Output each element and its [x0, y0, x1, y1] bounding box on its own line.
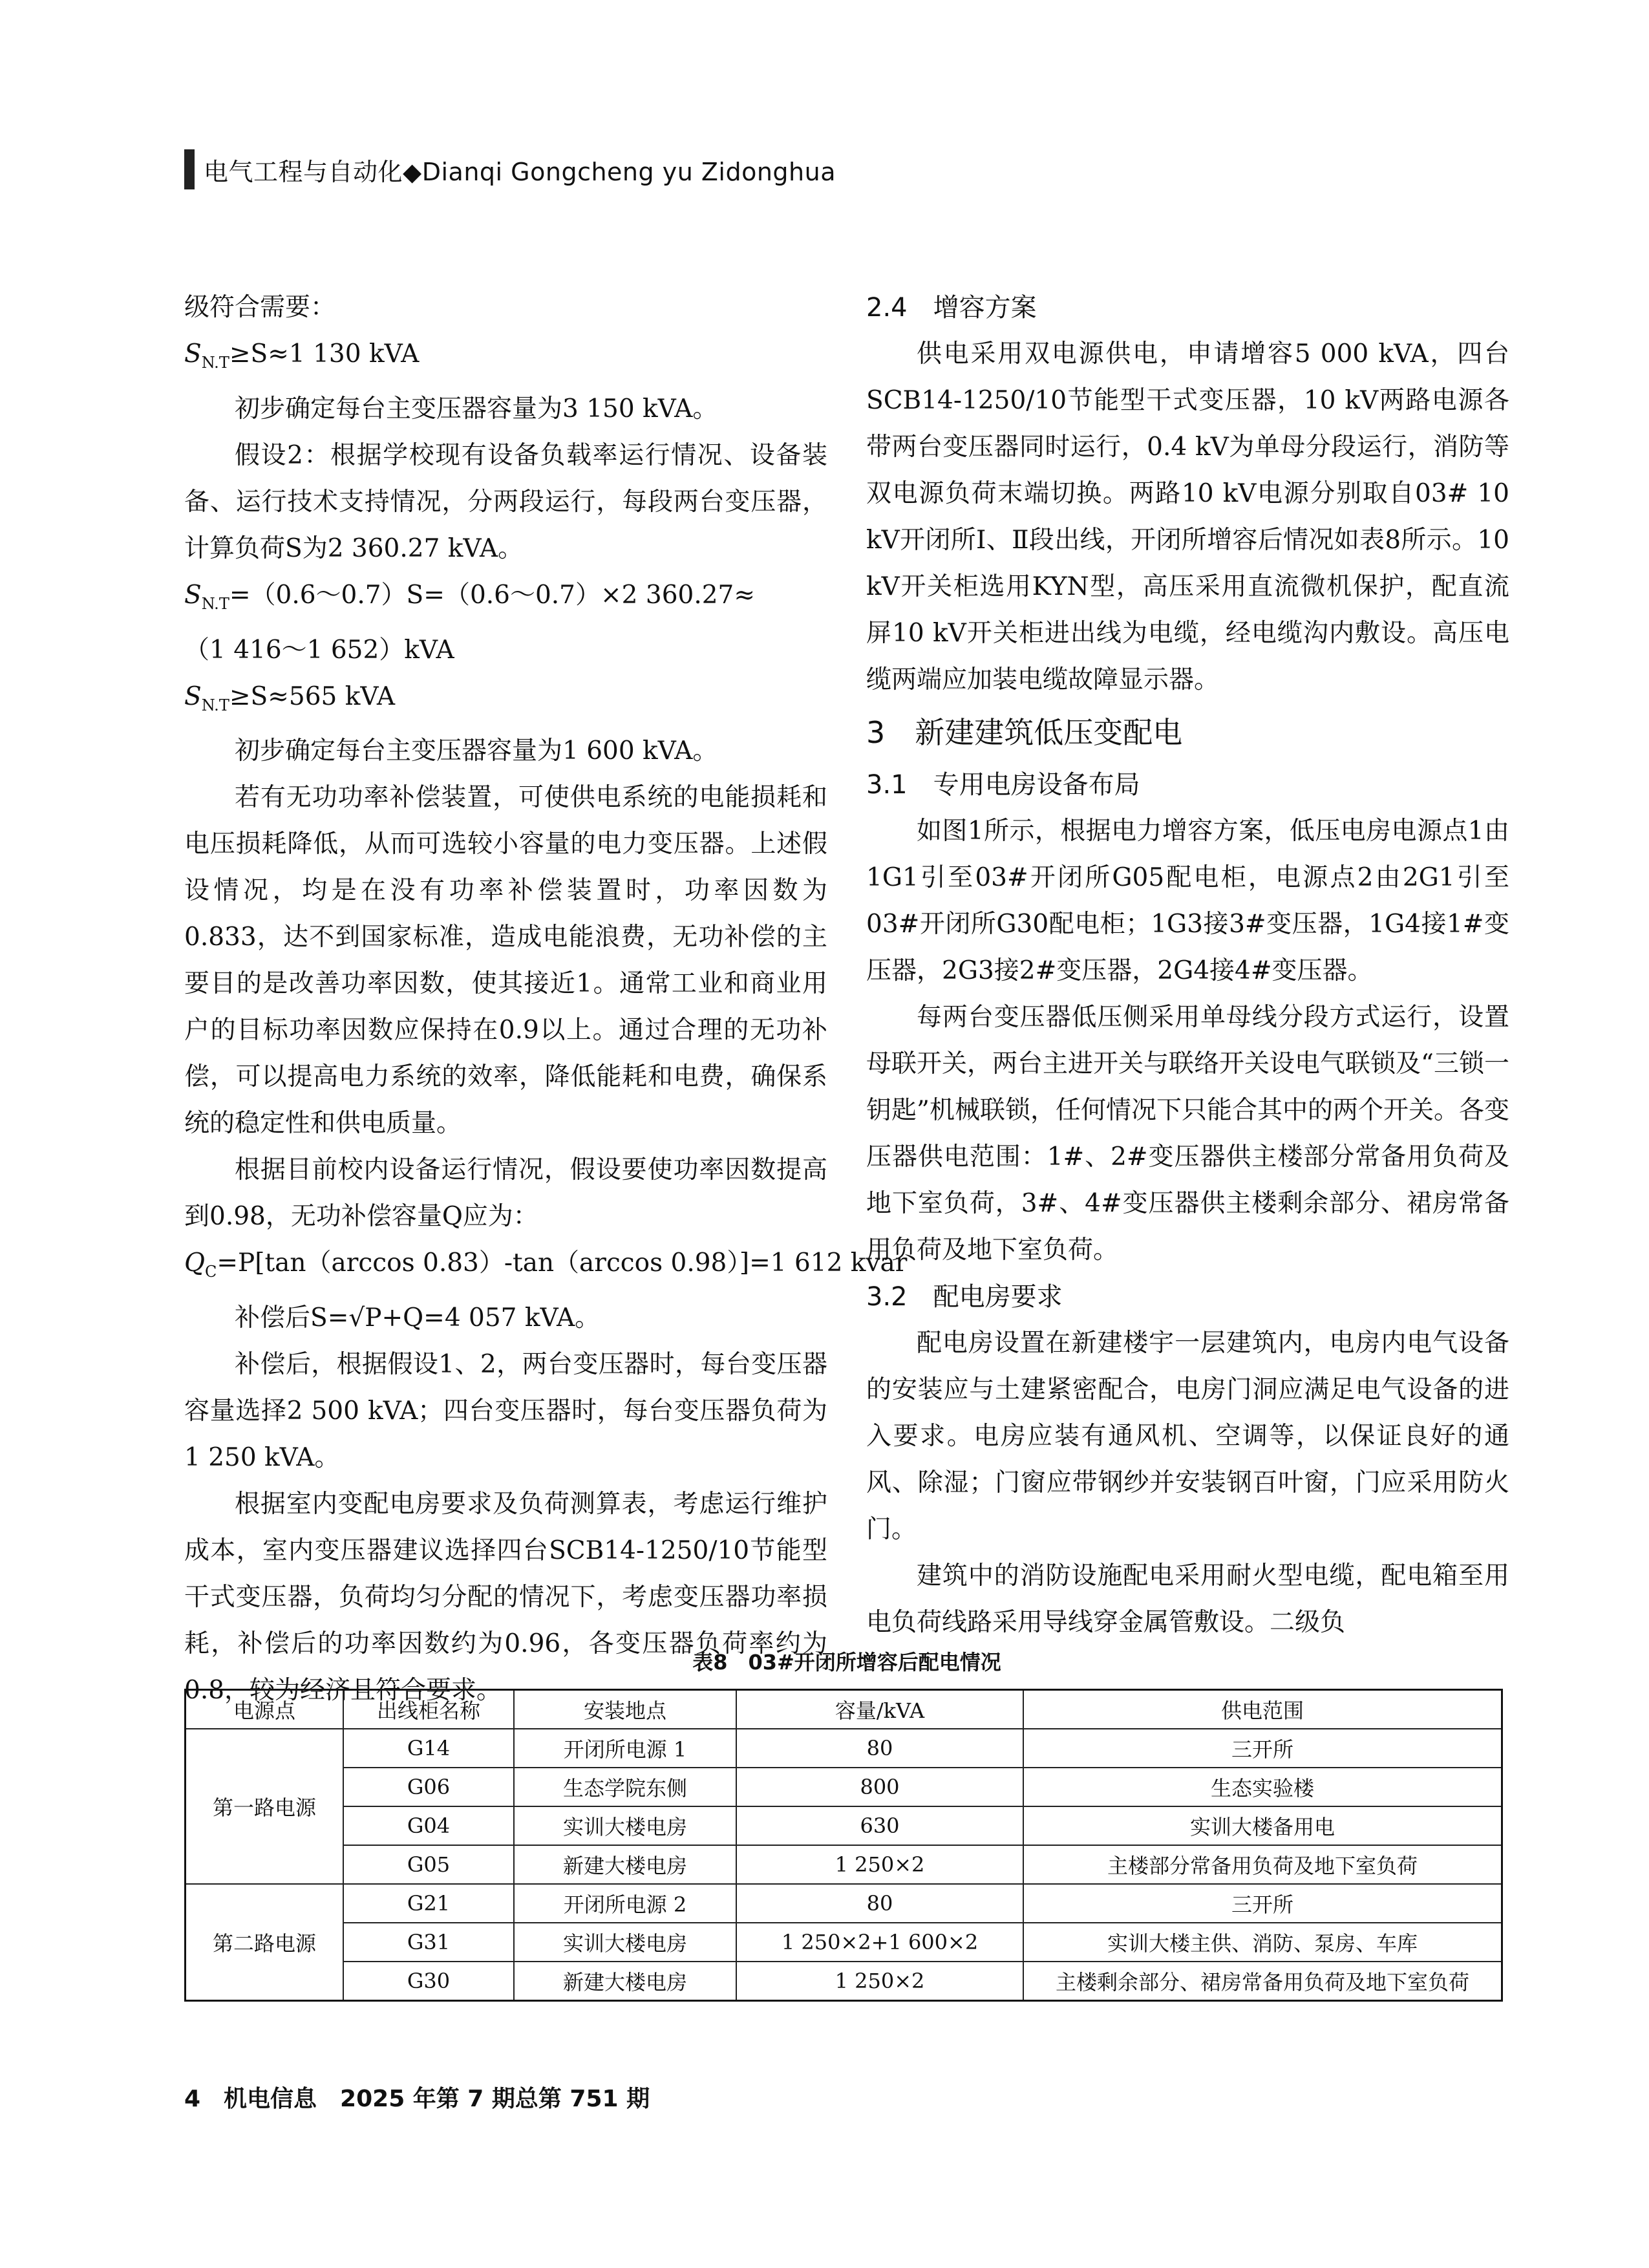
table-group-cell: 第二路电源	[186, 1884, 344, 2001]
paragraph: 供电采用双电源供电，申请增容5 000 kVA，四台SCB14-1250/10节能型干式变压器，10 kV两路电源各带两台变压器同时运行，0.4 kV为单母分段运行，消防等双电源负荷末端切换。两路10 kV电源分别取自03# 10 kV开闭所Ⅰ、Ⅱ段出线，开闭所增容后情况如表8所示。10 kV开关柜选用KYN型，高压采用直流微机保护，配直流屏10 kV开关柜进出线为电缆，经电缆沟内敷设。高压电缆两端应加装电缆故障显示器。	[866, 339, 1509, 694]
running-header	[184, 150, 836, 189]
table-cell: G14	[343, 1729, 514, 1768]
table-row	[186, 1729, 1502, 1768]
equation: 补偿后S=√P+Q=4 057 kVA。	[235, 1303, 601, 1333]
paragraph: 若有无功功率补偿装置，可使供电系统的电能损耗和电压损耗降低，从而可选较小容量的电力变压器。上述假设情况，均是在没有功率补偿装置时，功率因数为0.833，达不到国家标准，造成电能浪费，无功补偿的主要目的是改善功率因数，使其接近1。通常工业和商业用户的目标功率因数应保持在0.9以上。通过合理的无功补偿，可以提高电力系统的效率，降低能耗和电费，确保系统的稳定性和供电质量。	[184, 783, 827, 1139]
table-cell: 新建大楼电房	[514, 1845, 736, 1884]
table-cell: G06	[343, 1768, 514, 1806]
table-header: 供电范围	[1023, 1690, 1502, 1729]
table-cell: 1 250×2	[736, 1845, 1023, 1884]
paragraph: 每两台变压器低压侧采用单母线分段方式运行，设置母联开关，两台主进开关与联络开关设电气联锁及“三锁一钥匙”机械联锁，任何情况下只能合其中的两个开关。各变压器供电范围：1#、2#变压器供主楼部分常备用负荷及地下室负荷，3#、4#变压器供主楼剩余部分、裙房常备用负荷及地下室负荷。	[866, 1003, 1509, 1265]
equation: $S_{N.T}=(0.6\sim 0.7)S=(0.6\sim 0.7)\times 2$ 360.27≈	[184, 580, 756, 613]
table-cell: 开闭所电源 2	[514, 1884, 736, 1923]
equation: （1 416～1 652）kVA	[184, 635, 454, 665]
table-cell: G21	[343, 1884, 514, 1923]
paragraph: 根据目前校内设备运行情况，假设要使功率因数提高到0.98，无功补偿容量Q应为：	[184, 1155, 827, 1232]
paragraph: 补偿后，根据假设1、2，两台变压器时，每台变压器容量选择2 500 kVA；四台变压器时，每台变压器负荷为1 250 kVA。	[184, 1350, 827, 1473]
journal-title: 电气工程与自动化◆Dianqi Gongcheng yu Zidonghua	[204, 157, 836, 186]
paragraph: 配电房设置在新建楼宇一层建筑内，电房内电气设备的安装应与土建紧密配合，电房门洞应满足电气设备的进入要求。电房应装有通风机、空调等，以保证良好的通风、除湿；门窗应带钢纱并安装钢百叶窗，门应采用防火门。	[866, 1329, 1509, 1544]
equation: $Q_C=P[\tan(\arccos$ 0.83）-tan（arccos 0.98）]=1 612 kvar	[184, 1248, 908, 1281]
table-row	[186, 1806, 1502, 1845]
table-cell: G30	[343, 1962, 514, 2001]
section-heading: 3 新建建筑低压变配电	[866, 715, 1183, 750]
section-heading: 3.2 配电房要求	[866, 1282, 1063, 1312]
section-heading: 3.1 专用电房设备布局	[866, 770, 1140, 800]
table-cell: 主楼剩余部分、裙房常备用负荷及地下室负荷	[1023, 1962, 1502, 2001]
header-bar	[184, 149, 195, 189]
table-cell: 80	[736, 1729, 1023, 1768]
table-row	[186, 1845, 1502, 1884]
table-header: 出线柜名称	[343, 1690, 514, 1729]
table-header: 容量/kVA	[736, 1690, 1023, 1729]
table-cell: 实训大楼主供、消防、泵房、车库	[1023, 1923, 1502, 1962]
table-cell: 实训大楼备用电	[1023, 1806, 1502, 1845]
equation: $S_{N.T}\ge S\approx 1$ 130 kVA	[184, 339, 420, 372]
equation: $S_{N.T}\ge S\approx 565$ kVA	[184, 681, 396, 714]
table-cell: 三开所	[1023, 1729, 1502, 1768]
table-row	[186, 1923, 1502, 1962]
table-caption: 表8 03#开闭所增容后配电情况	[692, 1650, 1001, 1674]
table-row	[186, 1768, 1502, 1806]
table-cell: 630	[736, 1806, 1023, 1845]
distribution-table	[184, 1689, 1503, 2002]
table-cell: 800	[736, 1768, 1023, 1806]
table-cell: 1 250×2+1 600×2	[736, 1923, 1023, 1962]
table-header: 安装地点	[514, 1690, 736, 1729]
table-cell: 实训大楼电房	[514, 1806, 736, 1845]
table-header: 电源点	[186, 1690, 344, 1729]
paragraph: 假设2：根据学校现有设备负载率运行情况、设备装备、运行技术支持情况，分两段运行，每段两台变压器，计算负荷S为2 360.27 kVA。	[184, 440, 827, 563]
page-footer: 4 机电信息 2025 年第 7 期总第 751 期	[184, 2086, 650, 2112]
table-cell: G05	[343, 1845, 514, 1884]
table-cell: 生态实验楼	[1023, 1768, 1502, 1806]
table-cell: 1 250×2	[736, 1962, 1023, 2001]
table-cell: 生态学院东侧	[514, 1768, 736, 1806]
table-cell: G31	[343, 1923, 514, 1962]
paragraph: 级符合需要：	[184, 293, 336, 322]
table-cell: 三开所	[1023, 1884, 1502, 1923]
paragraph: 如图1所示，根据电力增容方案，低压电房电源点1由1G1引至03#开闭所G05配电柜，电源点2由2G1引至03#开闭所G30配电柜；1G3接3#变压器，1G4接1#变压器，2G3接2#变压器，2G4接4#变压器。	[866, 817, 1509, 985]
table-row	[186, 1962, 1502, 2001]
paragraph: 初步确定每台主变压器容量为1 600 kVA。	[235, 736, 718, 766]
table-cell: 主楼部分常备用负荷及地下室负荷	[1023, 1845, 1502, 1884]
paragraph: 根据室内变配电房要求及负荷测算表，考虑运行维护成本，室内变压器建议选择四台SCB14-1250/10节能型干式变压器，负荷均匀分配的情况下，考虑变压器功率损耗，补偿后的功率因数约为0.96，各变压器负荷率约为0.8，较为经济且符合要求。	[184, 1490, 827, 1706]
table-group-cell: 第一路电源	[186, 1729, 344, 1884]
table-cell: 开闭所电源 1	[514, 1729, 736, 1768]
paragraph: 初步确定每台主变压器容量为3 150 kVA。	[235, 394, 718, 423]
table-cell: 新建大楼电房	[514, 1962, 736, 2001]
table-row	[186, 1884, 1502, 1923]
table-cell: 实训大楼电房	[514, 1923, 736, 1962]
table-cell: 80	[736, 1884, 1023, 1923]
section-heading: 2.4 增容方案	[866, 293, 1037, 323]
table-header-row	[186, 1690, 1502, 1729]
table-cell: G04	[343, 1806, 514, 1845]
right-column	[866, 284, 1509, 1646]
paragraph: 建筑中的消防设施配电采用耐火型电缆，配电箱至用电负荷线路采用导线穿金属管敷设。二级负	[866, 1561, 1509, 1637]
